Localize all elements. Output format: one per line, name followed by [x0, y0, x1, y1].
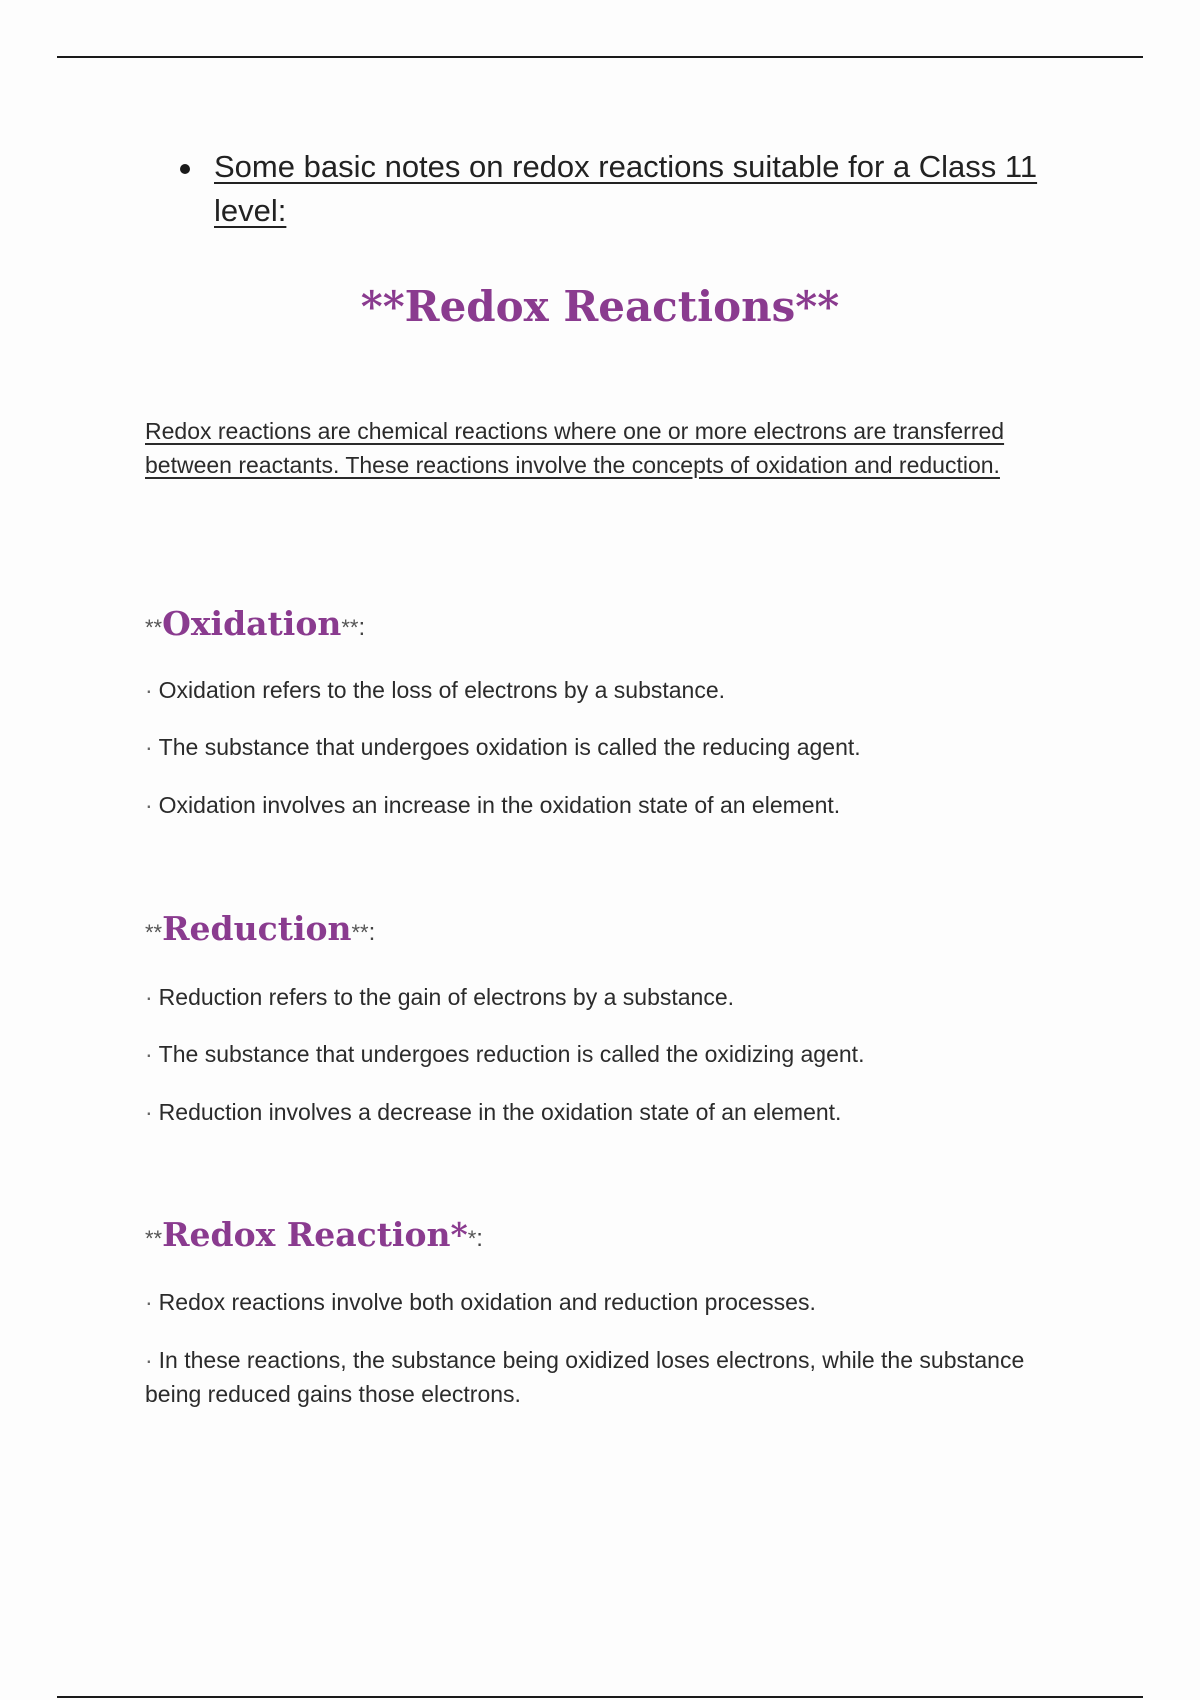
bullet-dot: [180, 164, 190, 174]
reduction-point-1: [145, 980, 1075, 1014]
point-marker: ·: [145, 792, 153, 818]
section-heading-oxidation: [145, 604, 365, 643]
redox-point-1: [145, 1285, 1075, 1319]
point-marker: ·: [145, 677, 153, 703]
heading-text: Reduction: [162, 909, 352, 948]
point-marker: ·: [145, 1099, 153, 1125]
point-marker: ·: [145, 734, 153, 760]
intro-bullet-text: Some basic notes on redox reactions suitable for a Class 11 level:: [214, 149, 1038, 228]
reduction-point-3: [145, 1095, 1075, 1129]
intro-paragraph: Redox reactions are chemical reactions where one or more electrons are transferred between reactants. These reactions involve the concepts of oxidation and reduction.: [145, 418, 1005, 478]
point-text: The substance that undergoes reduction is called the oxidizing agent.: [158, 1041, 865, 1067]
heading-text: Oxidation: [162, 604, 342, 643]
heading-text: Redox Reaction*: [162, 1215, 468, 1254]
oxidation-point-3: [145, 788, 1075, 822]
redox-point-2: [145, 1343, 1075, 1411]
oxidation-point-2: [145, 730, 1075, 764]
point-text: Reduction refers to the gain of electrons by a substance.: [158, 984, 735, 1010]
heading-stars-after: **: [351, 920, 369, 945]
heading-stars-before: **: [145, 920, 163, 945]
point-text: Redox reactions involve both oxidation and reduction processes.: [158, 1289, 816, 1315]
point-text: Oxidation refers to the loss of electrons by a substance.: [158, 677, 726, 703]
heading-stars-after: *: [467, 1226, 477, 1251]
heading-colon: :: [368, 919, 376, 946]
heading-stars-after: **: [341, 615, 359, 640]
heading-stars-before: **: [145, 1226, 163, 1251]
heading-stars-before: **: [145, 615, 163, 640]
section-heading-reduction: [145, 909, 375, 948]
reduction-point-2: [145, 1037, 1075, 1071]
top-rule: [57, 56, 1143, 58]
intro-bullet: [180, 145, 1100, 233]
bottom-rule: [57, 1696, 1143, 1698]
point-text: Oxidation involves an increase in the oxidation state of an element.: [158, 792, 841, 818]
point-marker: ·: [145, 1347, 153, 1373]
heading-colon: :: [476, 1225, 483, 1252]
section-heading-redox-reaction: [145, 1215, 483, 1254]
point-marker: ·: [145, 984, 153, 1010]
point-marker: ·: [145, 1041, 153, 1067]
oxidation-point-1: [145, 673, 1075, 707]
heading-colon: :: [358, 614, 366, 641]
point-text: The substance that undergoes oxidation is called the reducing agent.: [158, 734, 861, 760]
point-text: Reduction involves a decrease in the oxidation state of an element.: [158, 1099, 842, 1125]
point-text: In these reactions, the substance being oxidized loses electrons, while the substance being reduced gains those electrons.: [145, 1347, 1025, 1407]
point-marker: ·: [145, 1289, 153, 1315]
document-title: **Redox Reactions**: [360, 282, 840, 331]
